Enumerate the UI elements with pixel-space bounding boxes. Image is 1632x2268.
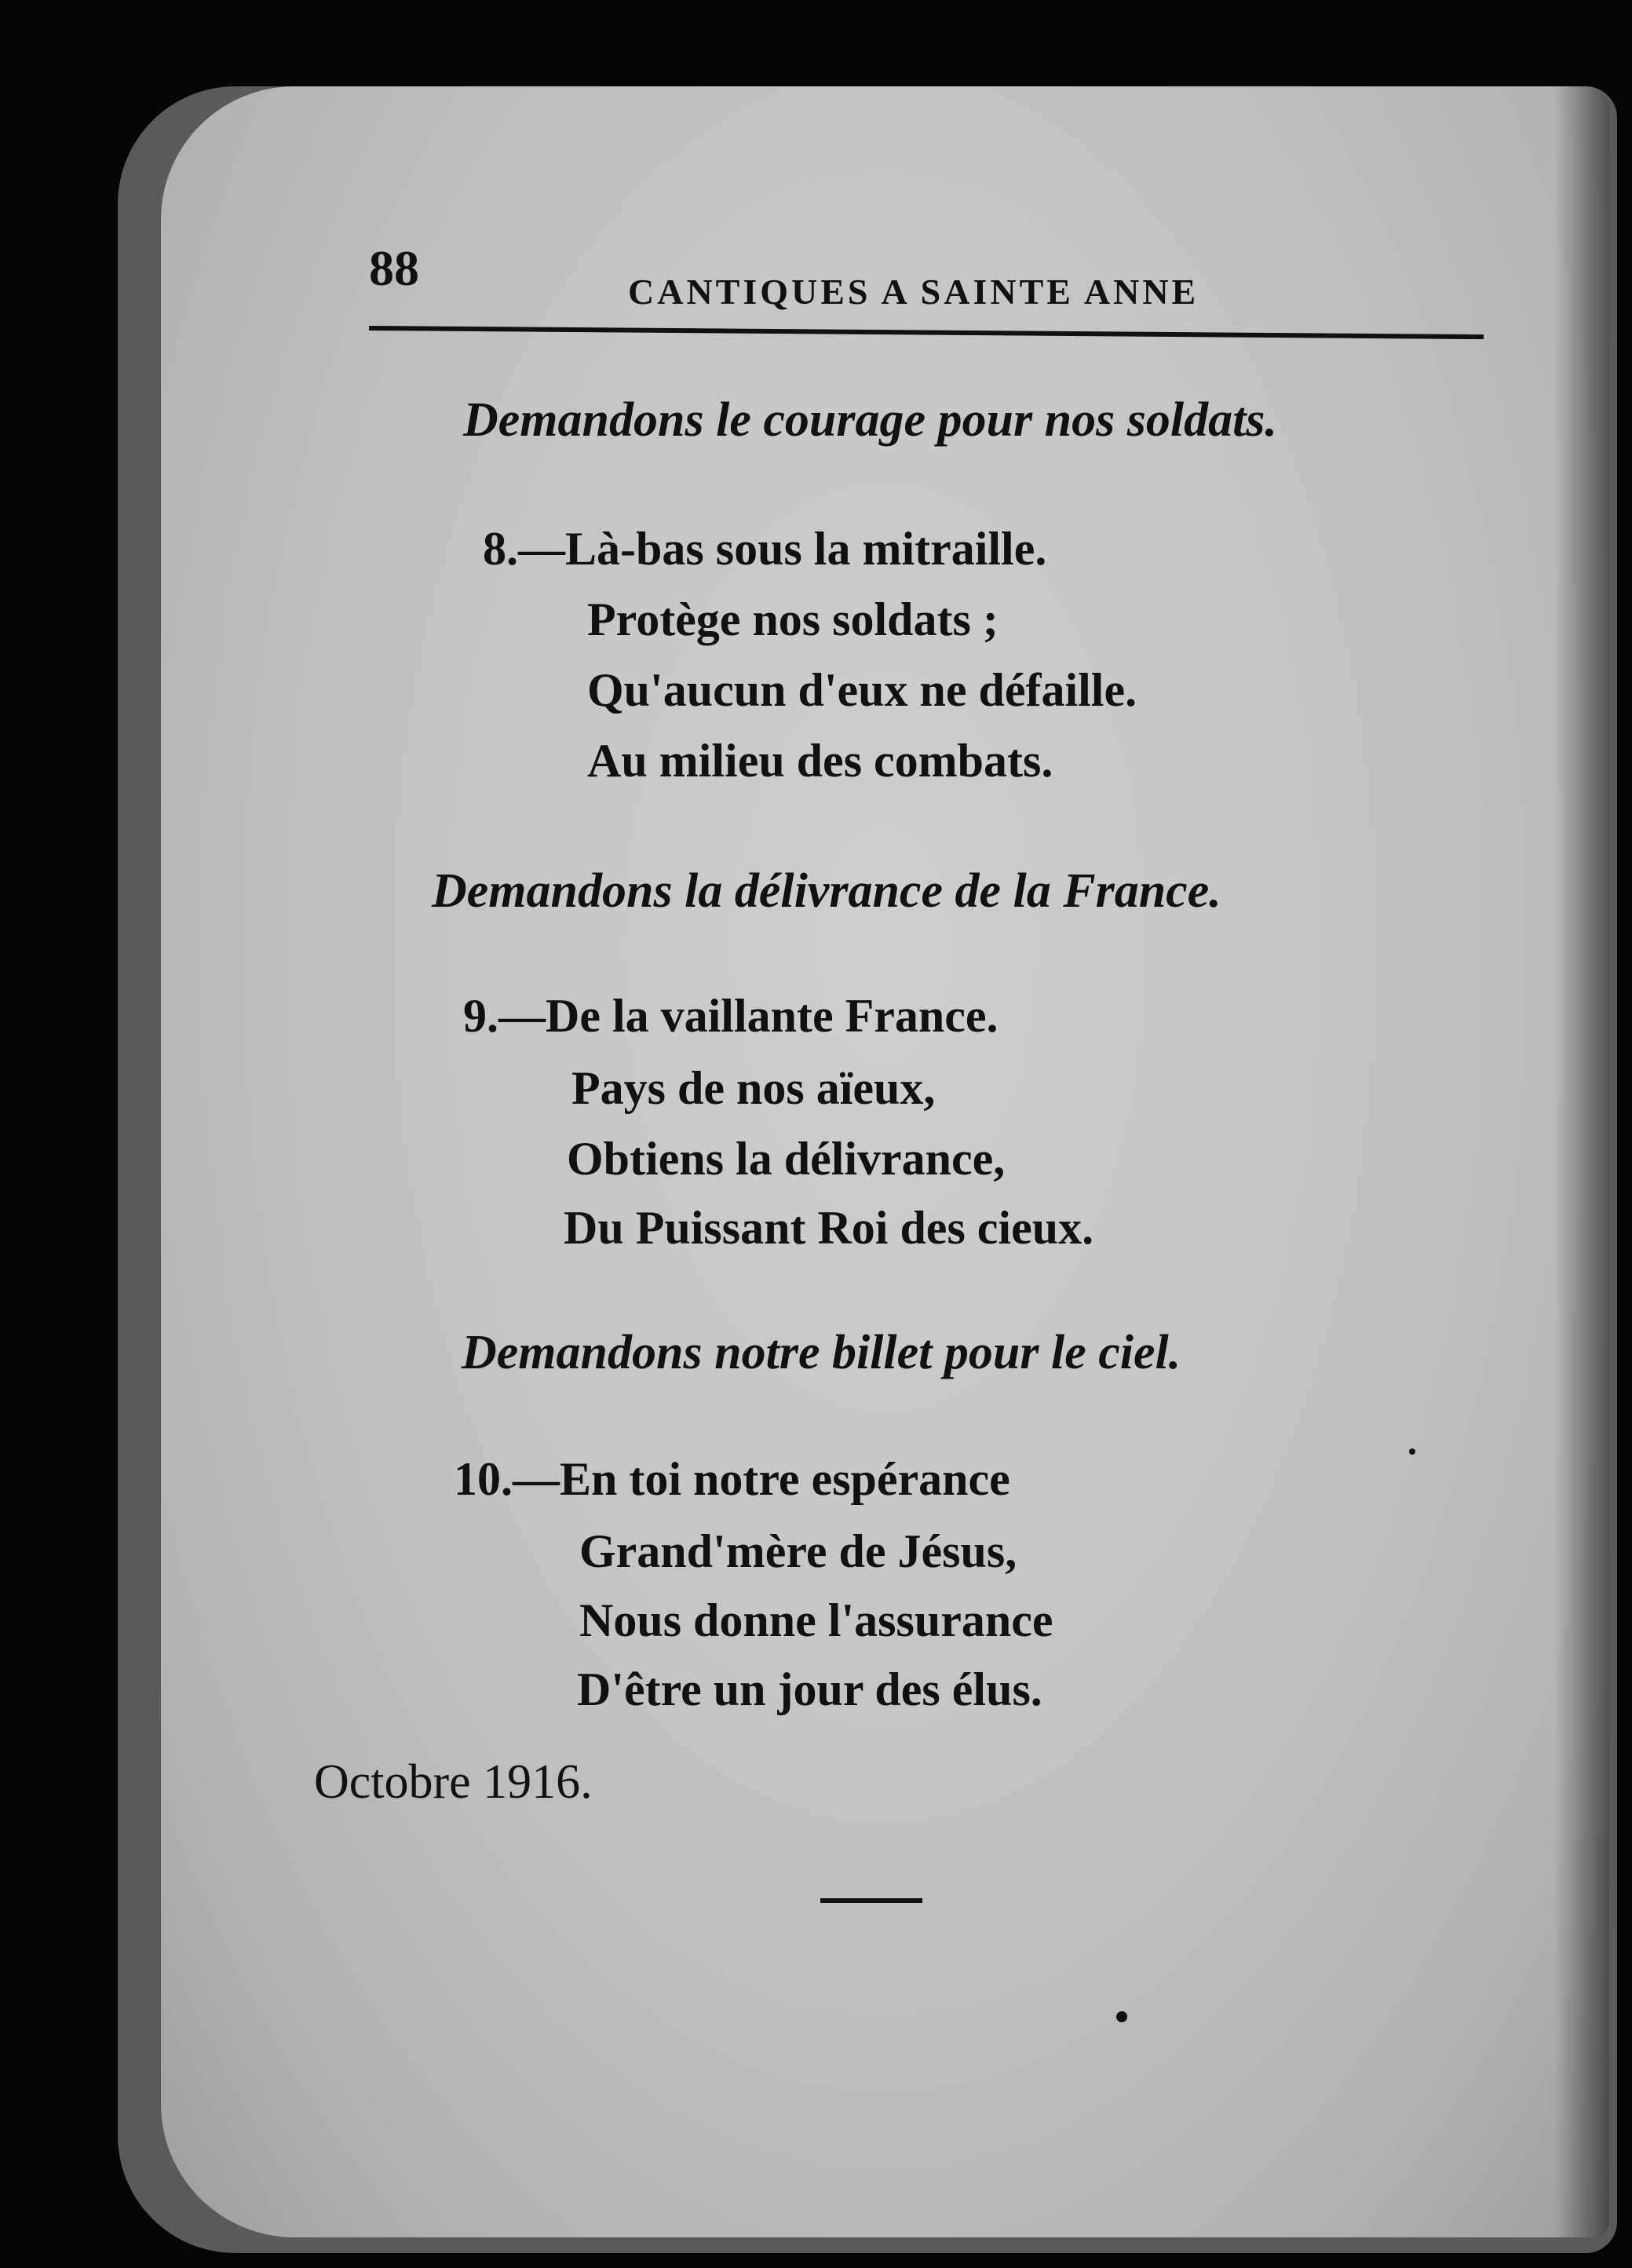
verse-line: Obtiens la délivrance, [567,1133,1006,1185]
verse-line: Qu'aucun d'eux ne défaille. [587,664,1137,716]
page-shadow [1554,86,1609,2237]
verse-line: 9.—De la vaillante France. [463,990,999,1042]
date-line: Octobre 1916. [314,1755,593,1809]
verse-line: Protège nos soldats ; [587,593,999,645]
prayer-heading: Demandons la délivrance de la France. [432,864,1221,918]
ink-speck [1116,2011,1127,2022]
verse-line: Au milieu des combats. [587,735,1053,787]
ink-speck [1409,1448,1415,1455]
verse-line: Pays de nos aïeux, [571,1062,936,1114]
prayer-heading: Demandons notre billet pour le ciel. [462,1326,1181,1379]
end-dash [820,1898,922,1903]
running-title: CANTIQUES A SAINTE ANNE [628,272,1199,312]
verse-line: D'être un jour des élus. [577,1664,1042,1715]
verse-line: 10.—En toi notre espérance [454,1453,1010,1505]
page-number: 88 [369,240,419,296]
verse-line: Du Puissant Roi des cieux. [564,1202,1094,1254]
verse-line: 8.—Là-bas sous la mitraille. [483,523,1047,575]
verse-line: Nous donne l'assurance [579,1594,1053,1646]
page-header [369,239,1484,326]
prayer-heading: Demandons le courage pour nos soldats. [463,393,1277,447]
verse-line: Grand'mère de Jésus, [579,1525,1017,1577]
